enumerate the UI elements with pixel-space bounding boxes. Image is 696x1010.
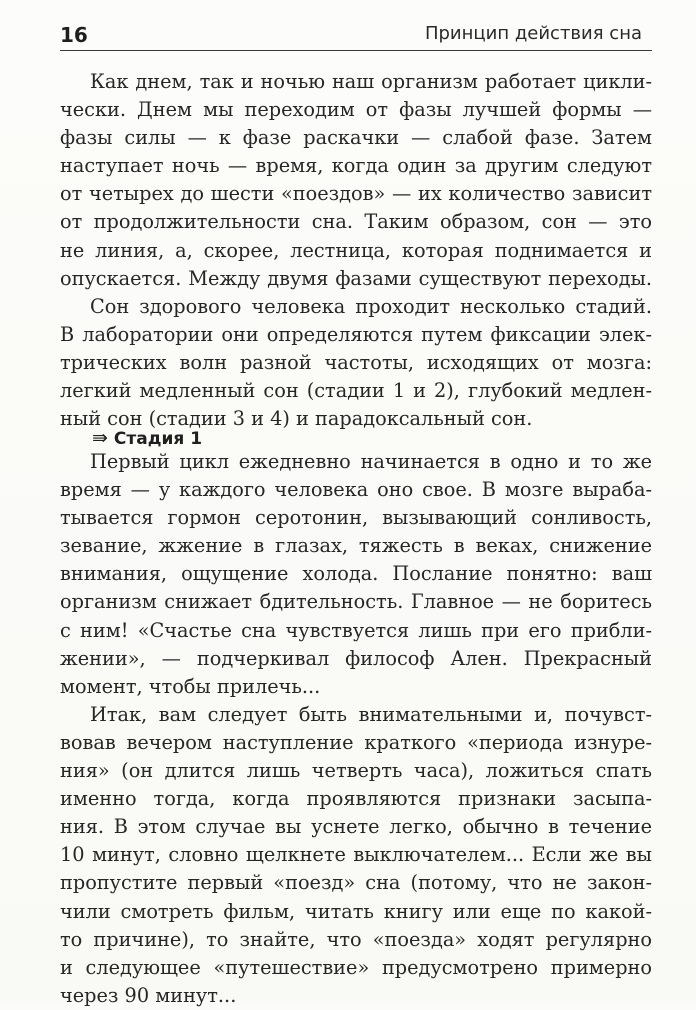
- running-header: [60, 20, 652, 51]
- text-line: легкий медленный сон (стадии 1 и 2), глубокий медлен-: [60, 379, 652, 403]
- section-heading: [92, 427, 202, 449]
- text-line: тывается гормон серотонин, вызывающий сонливость,: [60, 506, 652, 530]
- text-line: с ним! «Счастье сна чувствуется лишь при его прибли-: [60, 618, 652, 642]
- text-line: не линия, а, скорее, лестница, которая поднимается и: [60, 238, 652, 262]
- text-line: опускается. Между двумя фазами существуют переходы.: [60, 266, 652, 290]
- text-line: пропустите первый «поезд» сна (потому, что не закон-: [60, 871, 652, 895]
- text-line: Итак, вам следует быть внимательными и, почувст-: [90, 702, 652, 726]
- text-line: чили смотреть фильм, читать книгу или еще по какой-: [60, 899, 652, 923]
- text-line: фазы силы — к фазе раскачки — слабой фазе. Затем: [60, 126, 652, 150]
- text-line: от продолжительности сна. Таким образом, сон — это: [60, 210, 652, 234]
- text-line: 10 минут, словно щелкнете выключателем... Если же вы: [60, 843, 652, 867]
- text-line: от четырех до шести «поездов» — их количество зависит: [60, 182, 652, 206]
- text-line: зевание, жжение в глазах, тяжесть в веках, снижение: [60, 534, 652, 558]
- text-line: ный сон (стадии 3 и 4) и парадоксальный сон.: [60, 407, 533, 431]
- page-number: 16: [60, 23, 88, 47]
- text-line: через 90 минут...: [60, 983, 237, 1007]
- text-line: ния» (он длится лишь четверть часа), ложиться спать: [60, 759, 652, 783]
- text-line: вовав вечером наступление краткого «периода изнуре-: [60, 730, 652, 754]
- text-line: В лаборатории они определяются путем фиксации элек-: [60, 322, 652, 346]
- text-block-intro: [60, 68, 652, 433]
- text-line: ния. В этом случае вы уснете легко, обычно в течение: [60, 815, 652, 839]
- double-arrow-icon: ⇛: [92, 427, 108, 449]
- text-line: Как днем, так и ночью наш организм работает цикли-: [90, 70, 652, 93]
- text-line: Первый цикл ежедневно начинается в одно и то же: [90, 450, 652, 473]
- text-line: то причине), то знайте, что «поезда» ходят регулярно: [60, 927, 652, 951]
- text-line: момент, чтобы прилечь...: [60, 674, 321, 698]
- text-line: трических волн разной частоты, исходящих от мозга:: [60, 350, 652, 374]
- chapter-title: Принцип действия сна: [424, 23, 642, 44]
- text-line: Сон здорового человека проходит несколько стадий.: [90, 294, 652, 318]
- text-block-stage1: [60, 448, 652, 1010]
- section-heading-label: Стадия 1: [113, 429, 203, 449]
- text-line: организм снижает бдительность. Главное — не боритесь: [60, 590, 652, 614]
- text-line: и следующее «путешествие» предусмотрено примерно: [60, 955, 652, 979]
- text-line: наступает ночь — время, когда один за другим следуют: [60, 154, 652, 178]
- text-line: именно тогда, когда проявляются признаки засыпа-: [60, 787, 652, 811]
- text-line: время — у каждого человека оно свое. В мозге выраба-: [60, 478, 652, 502]
- text-line: внимания, ощущение холода. Послание понятно: ваш: [60, 562, 652, 586]
- text-line: жении», — подчеркивал философ Ален. Прекрасный: [60, 646, 652, 670]
- text-line: чески. Днем мы переходим от фазы лучшей формы —: [60, 98, 652, 122]
